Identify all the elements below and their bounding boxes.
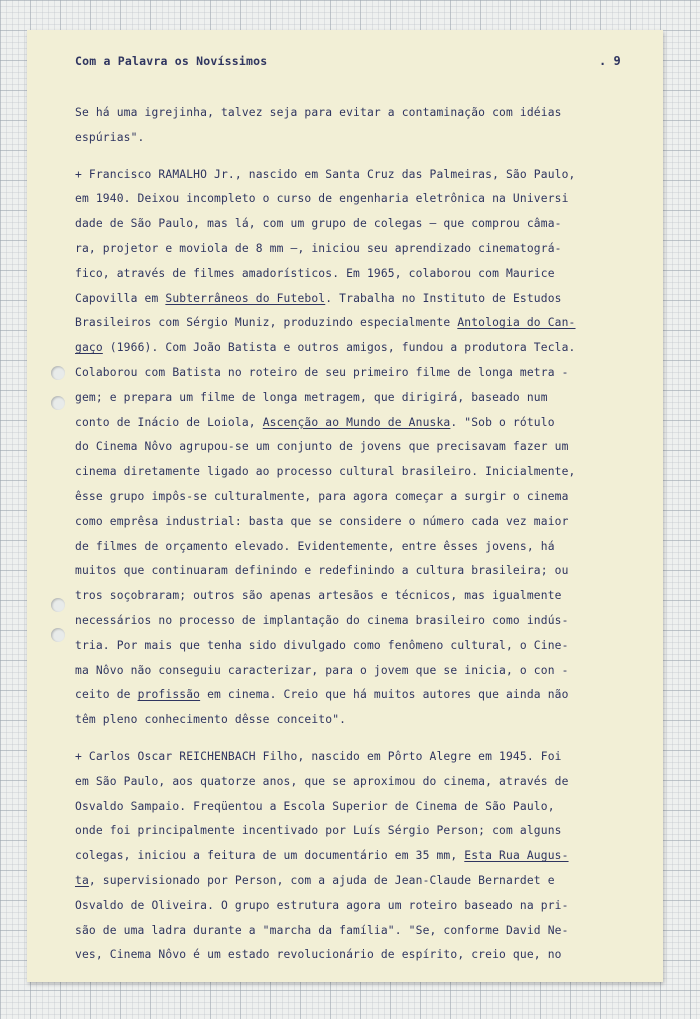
document-body <box>75 101 623 968</box>
text-line <box>75 126 623 151</box>
binder-hole <box>51 366 65 380</box>
underlined-title: gaço <box>75 341 103 355</box>
text-segment: colegas, iniciou a feitura de um documentário em 35 mm, <box>75 849 465 863</box>
text-line <box>75 101 623 126</box>
text-line <box>75 460 623 485</box>
text-line <box>75 770 623 795</box>
text-segment: tros soçobraram; outros são apenas artesãos e técnicos, mas igualmente <box>75 589 562 603</box>
text-segment: . Trabalha no Instituto de Estudos <box>325 291 562 305</box>
text-line <box>75 510 623 535</box>
text-segment: Se há uma igrejinha, talvez seja para evitar a contaminação com idéias <box>75 106 562 119</box>
text-segment: gem; e prepara um filme de longa metragem, que dirigirá, baseado num <box>75 390 548 404</box>
binder-hole <box>51 396 65 410</box>
text-line <box>75 361 623 386</box>
paragraph-gap <box>75 733 623 745</box>
text-segment: Brasileiros com Sérgio Muniz, produzindo especialmente <box>75 316 458 330</box>
binder-hole <box>51 598 65 612</box>
text-segment: + Carlos Oscar REICHENBACH Filho, nascido em Pôrto Alegre em 1945. Foi <box>75 749 562 763</box>
text-line <box>75 435 623 460</box>
text-segment: fico, através de filmes amadorísticos. Em 1965, colaborou com Maurice <box>75 266 555 280</box>
text-line <box>75 609 623 634</box>
text-segment: em 1940. Deixou incompleto o curso de engenharia eletrônica na Universi <box>75 192 569 206</box>
text-line <box>75 634 623 659</box>
text-segment: + Francisco RAMALHO Jr., nascido em Santa Cruz das Palmeiras, São Paulo, <box>75 167 576 181</box>
text-line <box>75 287 623 312</box>
text-line <box>75 535 623 560</box>
text-segment: Osvaldo Sampaio. Freqüentou a Escola Superior de Cinema de São Paulo, <box>75 799 555 813</box>
text-segment: do Cinema Nôvo agrupou-se um conjunto de jovens que precisavam fazer um <box>75 440 569 454</box>
paragraph <box>75 745 623 968</box>
underlined-title: Esta Rua Augus- <box>464 849 569 863</box>
text-segment: Capovilla em <box>75 291 166 305</box>
running-header: Com a Palavra os Novíssimos <box>75 54 268 68</box>
text-segment: dade de São Paulo, mas lá, com um grupo de colegas — que comprou câma- <box>75 217 562 231</box>
text-line <box>75 844 623 869</box>
underlined-title: Antologia do Can- <box>457 316 576 330</box>
text-segment: como emprêsa industrial: basta que se considere o número cada vez maior <box>75 514 569 528</box>
underlined-title: profissão <box>137 688 201 702</box>
text-segment: ma Nôvo não conseguiu caracterizar, para o jovem que se inicia, o con - <box>75 663 569 677</box>
text-line <box>75 683 623 708</box>
page-number: . 9 <box>599 54 621 68</box>
paragraph-gap <box>75 151 623 163</box>
text-segment: em cinema. Creio que há muitos autores que ainda não <box>200 688 569 702</box>
text-line <box>75 336 623 361</box>
text-segment: Colaborou com Batista no roteiro de seu primeiro filme de longa metra - <box>75 365 569 379</box>
text-segment: êsse grupo impôs-se culturalmente, para agora começar a surgir o cinema <box>75 489 569 503</box>
text-segment: espúrias". <box>75 130 145 144</box>
text-segment: conto de Inácio de Loiola, <box>75 415 263 429</box>
text-segment: . "Sob o rótulo <box>450 415 555 429</box>
text-line <box>75 386 623 411</box>
text-line <box>75 943 623 968</box>
text-line <box>75 187 623 212</box>
text-line <box>75 659 623 684</box>
text-segment: onde foi principalmente incentivado por Luís Sérgio Person; com alguns <box>75 824 562 838</box>
text-segment: ra, projetor e moviola de 8 mm —, iniciou seu aprendizado cinematográ- <box>75 241 562 255</box>
text-line <box>75 745 623 770</box>
text-segment: ves, Cinema Nôvo é um estado revolucionário de espírito, creio que, no <box>75 948 562 962</box>
text-line <box>75 584 623 609</box>
text-line <box>75 708 623 733</box>
text-segment: necessários no processo de implantação do cinema brasileiro como indús- <box>75 613 569 627</box>
text-line <box>75 411 623 436</box>
text-segment: de filmes de orçamento elevado. Evidentemente, entre êsses jovens, há <box>75 539 555 553</box>
text-segment: em São Paulo, aos quatorze anos, que se aproximou do cinema, através de <box>75 774 569 788</box>
text-segment: cinema diretamente ligado ao processo cultural brasileiro. Inicialmente, <box>75 465 576 479</box>
text-segment: (1966). Com João Batista e outros amigos, fundou a produtora Tecla. <box>102 341 576 355</box>
text-line <box>75 559 623 584</box>
underlined-title: ta <box>75 873 89 887</box>
underlined-title: Ascenção ao Mundo de Anuska <box>262 415 451 429</box>
text-line <box>75 919 623 944</box>
text-segment: ceito de <box>75 688 138 702</box>
text-line <box>75 311 623 336</box>
paragraph <box>75 101 623 151</box>
text-line <box>75 262 623 287</box>
text-segment: muitos que continuaram definindo e redefinindo a cultura brasileira; ou <box>75 564 569 578</box>
underlined-title: Subterrâneos do Futebol <box>165 291 326 305</box>
text-segment: são de uma ladra durante a "marcha da família". "Se, conforme David Ne- <box>75 923 569 937</box>
text-line <box>75 237 623 262</box>
text-line <box>75 869 623 894</box>
text-segment: têm pleno conhecimento dêsse conceito". <box>75 713 347 727</box>
text-line <box>75 212 623 237</box>
text-line <box>75 819 623 844</box>
binder-hole <box>51 628 65 642</box>
text-line <box>75 163 623 188</box>
text-segment: tria. Por mais que tenha sido divulgado como fenômeno cultural, o Cine- <box>75 638 569 652</box>
typewritten-page <box>27 30 663 982</box>
text-segment: , supervisionado por Person, com a ajuda de Jean-Claude Bernardet e <box>88 873 555 887</box>
text-segment: Osvaldo de Oliveira. O grupo estrutura agora um roteiro baseado na pri- <box>75 898 569 912</box>
paragraph <box>75 163 623 733</box>
text-line <box>75 795 623 820</box>
text-line <box>75 894 623 919</box>
text-line <box>75 485 623 510</box>
